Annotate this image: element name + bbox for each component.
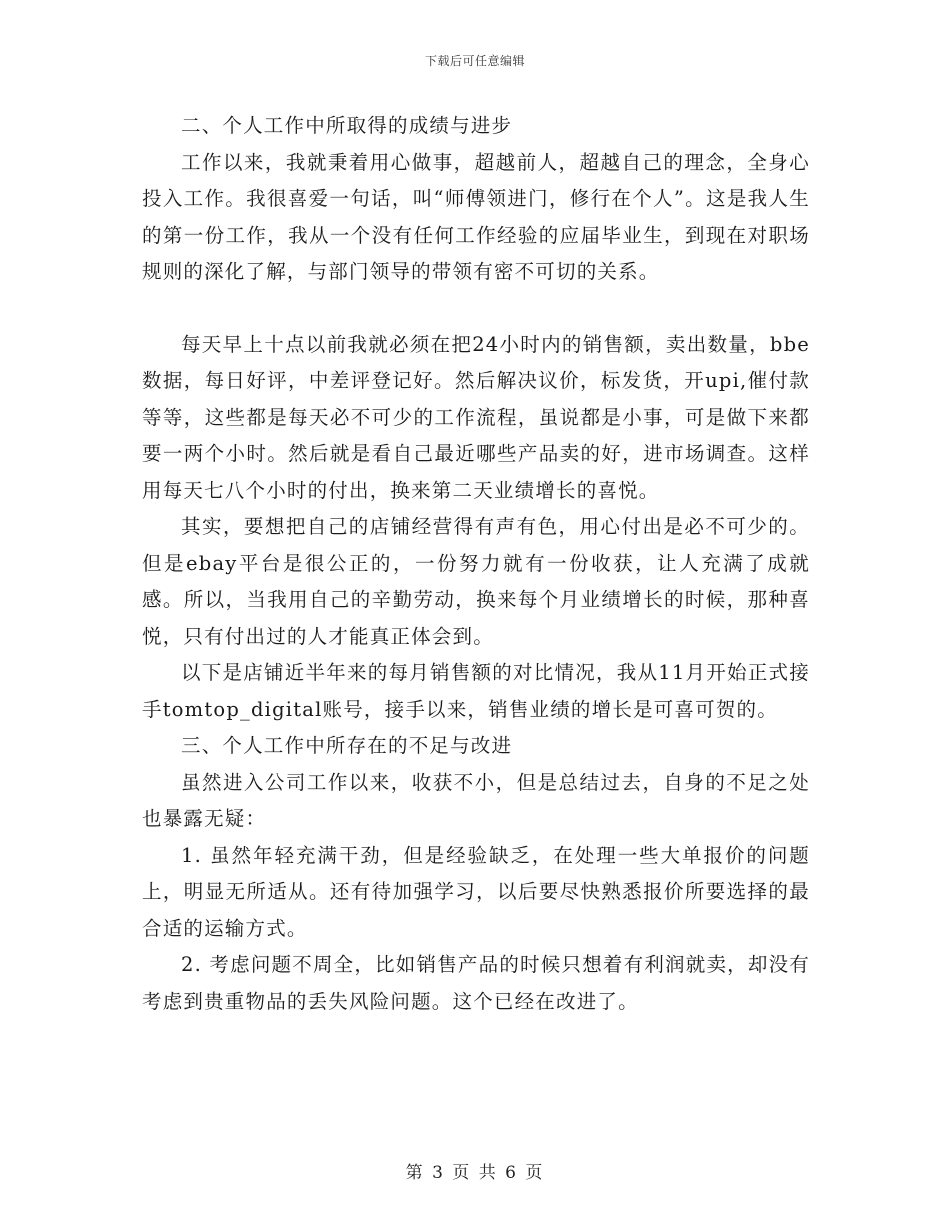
list-item-shortcoming-2: 2. 考虑问题不周全，比如销售产品的时候只想着有利润就卖，却没有考虑到贵重物品的丢失风险问题。这个已经在改进了。 (142, 953, 810, 1013)
page-header: 下载后可任意编辑 (424, 54, 525, 68)
page-number-footer: 第 3 页 共 6 页 (405, 1163, 545, 1183)
paragraph-store-operation: 其实，要想把自己的店铺经营得有声有色，用心付出是必不可少的。但是ebay平台是很公正的，一份努力就有一份收获，让人充满了成就感。所以，当我用自己的辛勤劳动，换来每个月业绩增长的时候，那种喜悦，只有付出过的人才能真正体会到。 (142, 515, 810, 648)
paragraph-shortcomings-intro: 虽然进入公司工作以来，收获不小，但是总结过去，自身的不足之处也暴露无疑： (142, 770, 810, 830)
paragraph-work-philosophy: 工作以来，我就秉着用心做事，超越前人，超越自己的理念，全身心投入工作。我很喜爱一句话，叫“师傅领进门，修行在个人”。这是我人生的第一份工作，我从一个没有任何工作经验的应届毕业生，到现在对职场规则的深化了解，与部门领导的带领有密不可切的关系。 (142, 150, 810, 283)
paragraph-daily-tasks: 每天早上十点以前我就必须在把24小时内的销售额，卖出数量，bbe数据，每日好评，中差评登记好。然后解决议价，标发货，开upi,催付款等等，这些都是每天必不可少的工作流程，虽说都是小事，可是做下来都要一两个小时。然后就是看自己最近哪些产品卖的好，进市场调查。这样用每天七八个小时的付出，换来第二天业绩增长的喜悦。 (142, 332, 810, 502)
list-item-shortcoming-1: 1. 虽然年轻充满干劲，但是经验缺乏，在处理一些大单报价的问题上，明显无所适从。还有待加强学习，以后要尽快熟悉报价所要选择的最合适的运输方式。 (142, 843, 810, 940)
paragraph-sales-comparison: 以下是店铺近半年来的每月销售额的对比情况，我从11月开始正式接手tomtop_digital账号，接手以来，销售业绩的增长是可喜可贺的。 (142, 661, 810, 721)
document-body (142, 108, 810, 1020)
section-heading-shortcomings: 三、个人工作中所存在的不足与改进 (181, 734, 513, 757)
section-heading-achievements: 二、个人工作中所取得的成绩与进步 (181, 114, 513, 137)
